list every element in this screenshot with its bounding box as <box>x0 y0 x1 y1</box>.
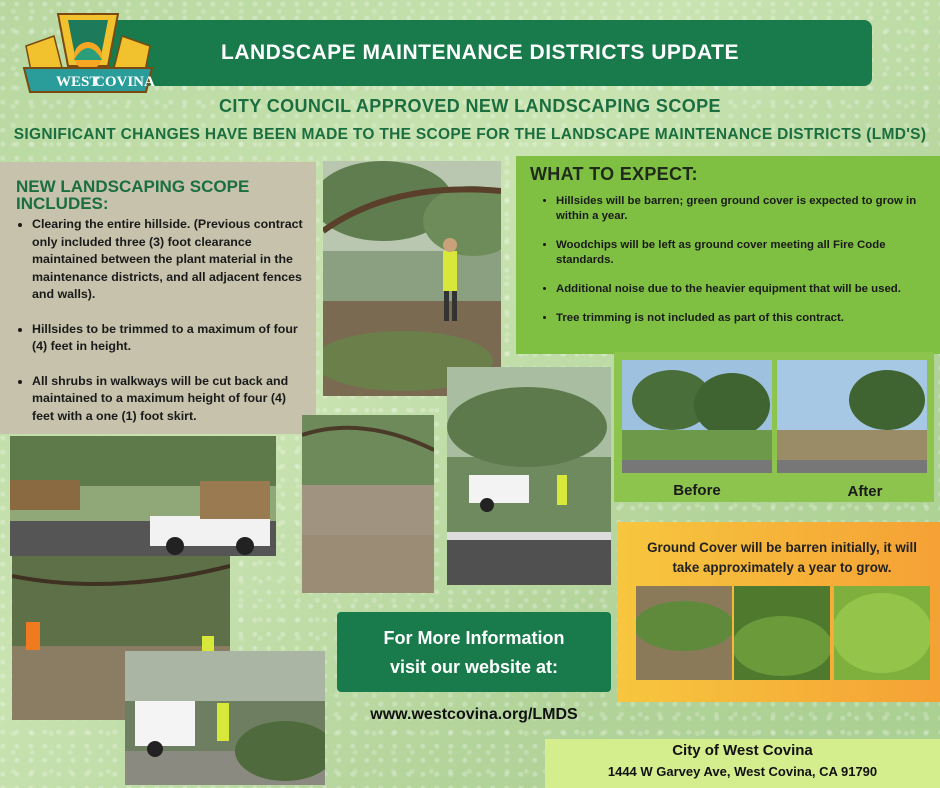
expect-heading: WHAT TO EXPECT: <box>530 164 698 184</box>
after-label: After <box>847 483 883 500</box>
page-title: LANDSCAPE MAINTENANCE DISTRICTS UPDATE <box>221 41 739 64</box>
expect-list <box>534 194 936 340</box>
info-line1: For More Information <box>383 628 565 648</box>
expect-panel <box>516 156 940 354</box>
photo-truck <box>10 436 276 556</box>
scope-list <box>8 216 310 442</box>
info-text <box>337 624 611 682</box>
photo-ground-cover-1 <box>636 586 732 680</box>
info-line2: visit our website at: <box>389 657 559 677</box>
logo-text-line1: WEST <box>56 74 100 90</box>
photo-after <box>777 360 927 473</box>
website-link[interactable]: www.westcovina.org/LMDS <box>370 706 578 723</box>
photo-ground-cover-2 <box>734 586 830 680</box>
before-label: Before <box>673 482 721 499</box>
expect-item: • Tree trimming is not included as part of this contract. <box>556 311 936 326</box>
photo-chipper-crew <box>125 651 325 785</box>
subtitle-detail: SIGNIFICANT CHANGES HAVE BEEN MADE TO THE SCOPE FOR THE LANDSCAPE MAINTENANCE DISTRICTS (LMD'S) <box>13 126 927 143</box>
scope-item: • All shrubs in walkways will be cut back and maintained to a maximum height of four (4) feet with a one (1) foot skirt. <box>32 373 310 426</box>
photo-ground-cover-3 <box>834 586 930 680</box>
street-address: 1444 W Garvey Ave, West Covina, CA 91790 <box>607 764 878 779</box>
scope-item: • Hillsides to be trimmed to a maximum of four (4) feet in height. <box>32 321 310 356</box>
city-name: City of West Covina <box>672 742 813 759</box>
ground-cover-text: Ground Cover will be barren initially, it will take approximately a year to grow. <box>647 540 917 575</box>
scope-panel <box>0 162 316 434</box>
expect-item: • Hillsides will be barren; green ground cover is expected to grow in within a year. <box>556 194 936 224</box>
scope-heading: NEW LANDSCAPING SCOPE INCLUDES: <box>16 177 250 213</box>
scope-item: • Clearing the entire hillside. (Previous contract only included three (3) foot clearance maintained between the plant material in the maintenance districts, and all adjacent fences and walls). <box>32 216 310 304</box>
subtitle: CITY COUNCIL APPROVED NEW LANDSCAPING SCOPE <box>219 96 721 116</box>
photo-chipper <box>447 367 611 585</box>
west-covina-logo <box>18 6 158 102</box>
expect-item: • Additional noise due to the heavier equipment that will be used. <box>556 282 936 297</box>
expect-item: • Woodchips will be left as ground cover meeting all Fire Code standards. <box>556 238 936 268</box>
logo-text-line2: COVINA <box>94 74 155 90</box>
photo-tree-trimming <box>323 161 501 396</box>
photo-before <box>622 360 772 473</box>
photo-cleared-hillside <box>302 415 434 593</box>
